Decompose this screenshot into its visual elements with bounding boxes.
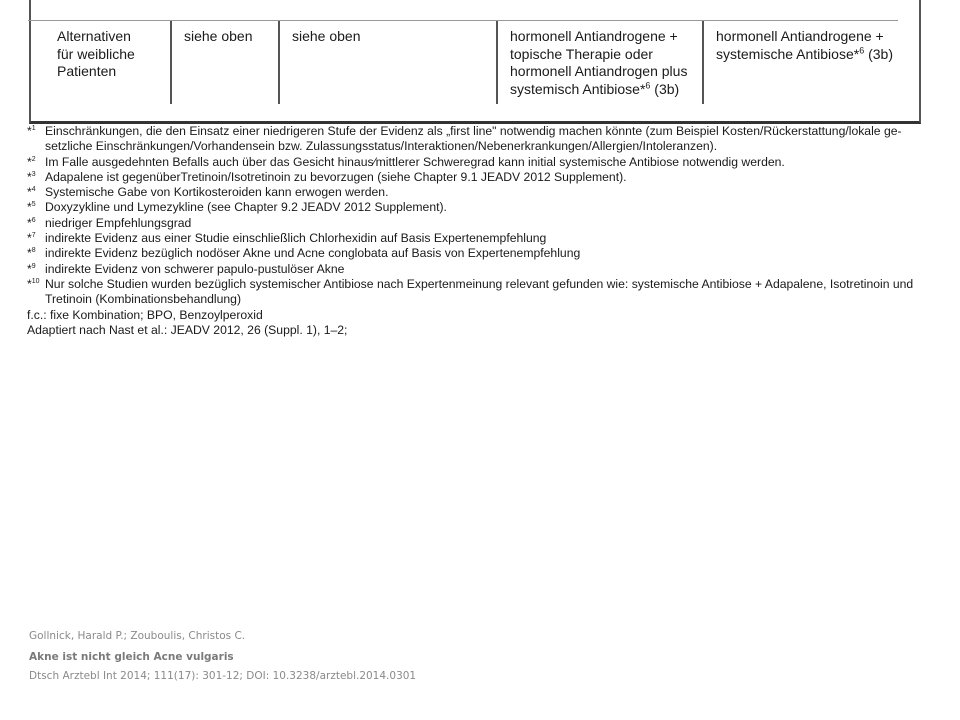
- footnote-marker: *$^3$: [27, 169, 36, 184]
- cell-line: Alternativen: [57, 28, 131, 44]
- footnote-text: Systemische Gabe von Kortikosteroiden kann erwogen werden.: [45, 185, 389, 200]
- citation-title: Akne ist nicht gleich Acne vulgaris: [29, 651, 234, 663]
- cell-line: [510, 81, 687, 99]
- column-divider: [702, 21, 704, 104]
- footnote-text: Im Falle ausgedehnten Befalls auch über das Gesicht hinaus⁄mittlerer Schweregrad kann initial systemische Antibiose notwendig werden.: [45, 154, 785, 169]
- footnote-text: indirekte Evidenz aus einer Studie einschließlich Chlorhexidin auf Basis Expertenempfehlung: [45, 231, 547, 246]
- cell-text: systemisch Antibiose*: [510, 80, 646, 97]
- footnote: [27, 231, 927, 246]
- footnote-ref: 6: [859, 44, 865, 55]
- cell-line: hormonell Antiandrogene +: [716, 28, 884, 44]
- cell-line: siehe oben: [292, 28, 361, 44]
- column-divider: [278, 21, 280, 104]
- footnote-marker: *$^7$: [27, 231, 36, 246]
- column-divider: [496, 21, 498, 104]
- table-cell: [716, 28, 893, 63]
- evidence-level: (3b): [864, 45, 893, 62]
- cell-line: [716, 46, 893, 64]
- footnote-text: indirekte Evidenz bezüglich nodöser Akne und Acne conglobata auf Basis von Expertenempfehlung: [45, 246, 581, 261]
- footnote-text: Adapalene ist gegenüberTretinoin/Isotretinoin zu bevorzugen (siehe Chapter 9.1 JEADV 2012 Supplement).: [45, 169, 627, 184]
- footnote: [27, 262, 927, 277]
- footnote: [27, 170, 927, 185]
- footnote-text: niedriger Empfehlungsgrad: [45, 215, 192, 230]
- footnote: [27, 155, 927, 170]
- footnote-marker: *$^6$: [27, 215, 36, 230]
- cell-line: für weibliche: [57, 45, 135, 62]
- footnote: [27, 200, 927, 215]
- footnote: [27, 277, 927, 308]
- footnote: [27, 124, 927, 155]
- footnote-text: Einschränkungen, die den Einsatz einer niedrigeren Stufe der Evidenz als „first line" notwendig machen könnte (zum Beispiel Kosten/Rückerstattung/lokale ge-: [45, 124, 902, 138]
- citation-source: Dtsch Arztebl Int 2014; 111(17): 301-12; DOI: 10.3238/arztebl.2014.0301: [29, 670, 417, 682]
- cell-line: hormonell Antiandrogene +: [510, 28, 678, 44]
- footnote-text: Tretinoin (Kombinationsbehandlung): [45, 292, 242, 307]
- footnote-marker: *$^{10}$: [27, 276, 40, 291]
- footnotes: [27, 124, 927, 338]
- abbreviations: f.c.: fixe Kombination; BPO, Benzoylperoxid: [27, 307, 263, 322]
- cell-line: hormonell Antiandrogen plus: [510, 63, 688, 79]
- footnote-marker: *$^1$: [27, 124, 36, 138]
- table-top-rule: [28, 20, 898, 21]
- footnote-marker: *$^9$: [27, 261, 36, 276]
- footnote-marker: *$^5$: [27, 200, 36, 215]
- cell-line: topische Therapie oder: [510, 45, 653, 62]
- table-cell: [184, 28, 253, 46]
- footnote-ref: 6: [645, 79, 651, 90]
- cell-line: siehe oben: [184, 28, 253, 44]
- footnote: [27, 185, 927, 200]
- evidence-level: (3b): [650, 80, 680, 97]
- footnote: [27, 216, 927, 231]
- footnote-marker: *$^8$: [27, 246, 36, 261]
- adapted-from: Adaptiert nach Nast et al.: JEADV 2012, 26 (Suppl. 1), 1–2;: [27, 322, 348, 337]
- footnote-text: setzliche Einschränkungen/Vorhandensein bzw. Zulassungsstatus/Interaktionen/Nebenerkrankungen/Allergien/Intoleranzen).: [45, 139, 718, 154]
- citation-authors: Gollnick, Harald P.; Zouboulis, Christos C.: [29, 630, 246, 642]
- table-cell: [510, 28, 687, 98]
- footnote-text: Nur solche Studien wurden bezüglich systemischer Antibiose nach Expertenmeinung relevant gefunden wie: systemische Antibiose + Adapalene, Isotretinoin und: [45, 276, 914, 291]
- table-cell: [292, 28, 361, 46]
- cell-text: systemische Antibiose*: [716, 45, 860, 62]
- row-label-cell: [57, 28, 135, 81]
- column-divider: [170, 21, 172, 104]
- cell-line: Patienten: [57, 63, 117, 79]
- footnote: [27, 246, 927, 261]
- footnote-text: Doxyzykline und Lymezykline (see Chapter 9.2 JEADV 2012 Supplement).: [45, 200, 447, 215]
- footnote-text: indirekte Evidenz von schwerer papulo-pustulöser Akne: [45, 261, 345, 276]
- footnote-marker: *$^4$: [27, 185, 36, 200]
- footnote-marker: *$^2$: [27, 154, 36, 169]
